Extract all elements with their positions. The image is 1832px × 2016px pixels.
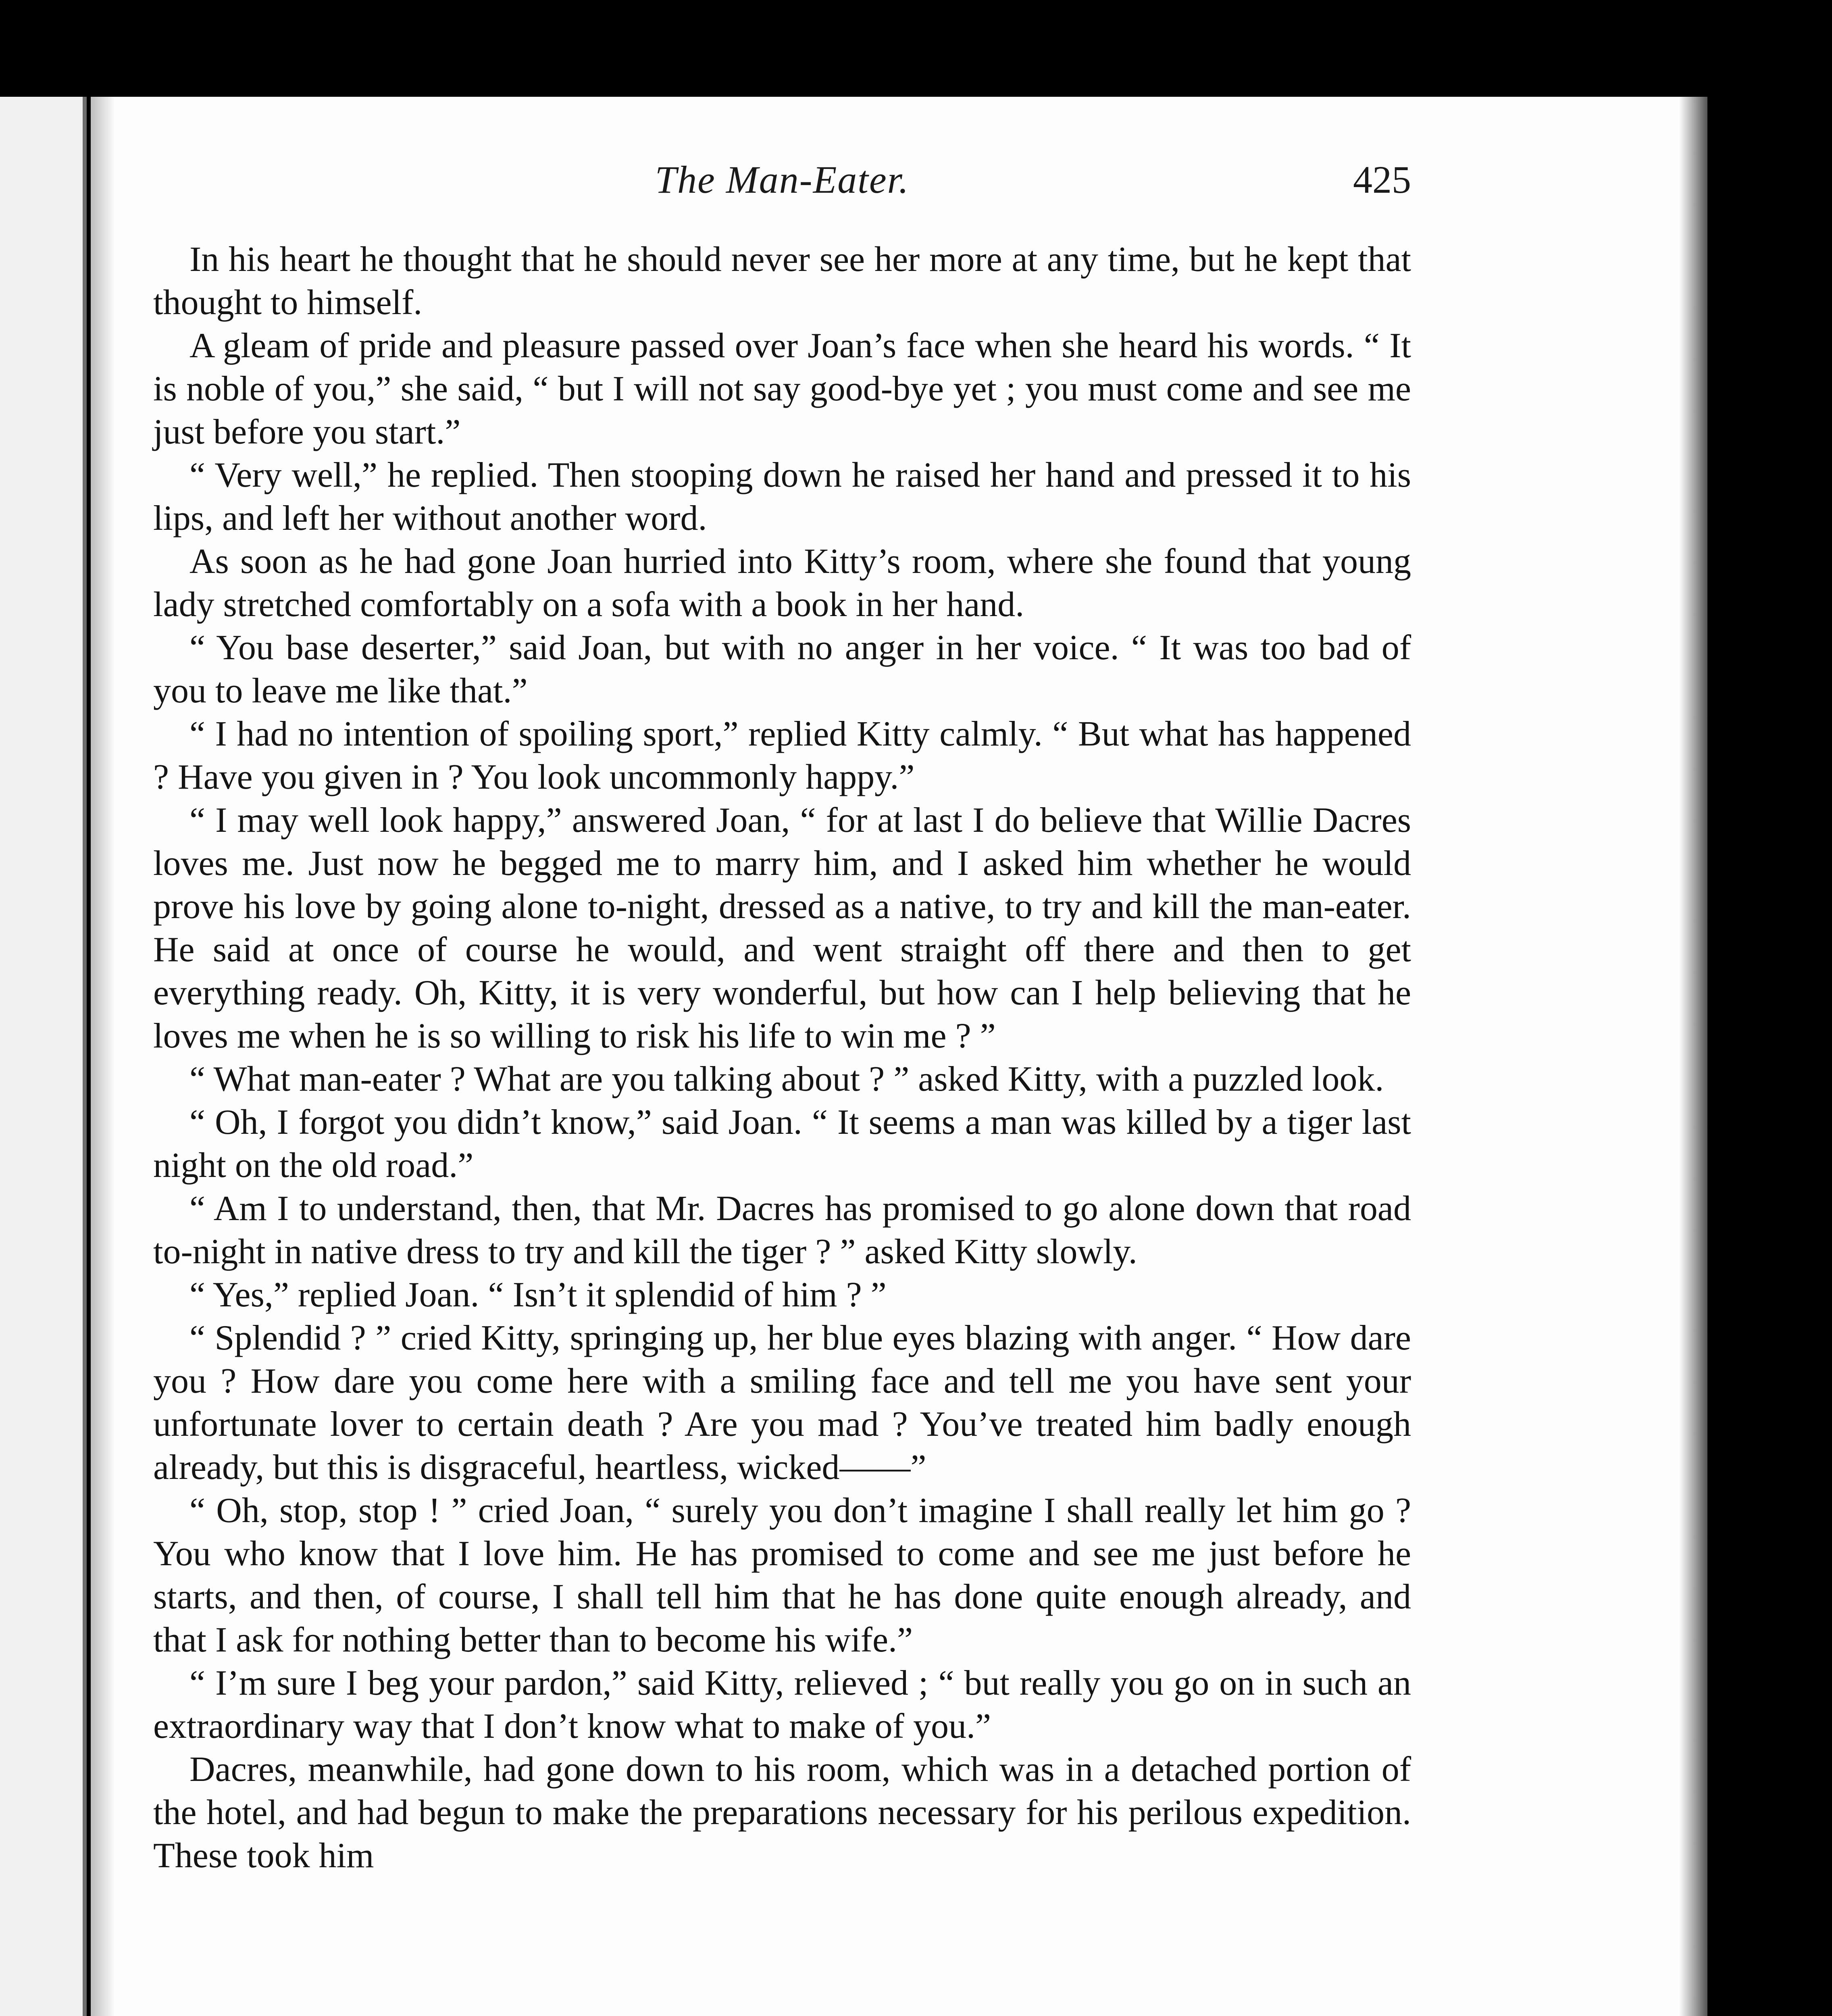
running-head	[153, 157, 1411, 214]
gutter-shadow	[91, 97, 115, 2016]
paragraph: “ You base deserter,” said Joan, but with no anger in her voice. “ It was too bad of you to leave me like that.”	[153, 628, 1411, 710]
paragraph: “ Very well,” he replied. Then stooping down he raised her hand and pressed it to his lips, and left her without another word.	[153, 456, 1411, 538]
paragraph: “ I may well look happy,” answered Joan, “ for at last I do believe that Willie Dacres loves me. Just now he begged me to marry him, and I asked him whether he would prove his love by going alone to-night, dressed as a native, to try and kill the man-eater. He said at once of course he would, and went straight off there and then to get everything ready. Oh, Kitty, it is very wonderful, but how can I help believing that he loves me when he is so willing to risk his life to win me ? ”	[153, 801, 1411, 1056]
running-title: The Man-Eater.	[655, 158, 910, 201]
paragraph: “ I’m sure I beg your pardon,” said Kitty, relieved ; “ but really you go on in such an extraordinary way that I don’t know what to make of you.”	[153, 1664, 1411, 1746]
paragraph: Dacres, meanwhile, had gone down to his room, which was in a detached portion of the hotel, and had begun to make the preparations necessary for his perilous expedition. These took him	[153, 1750, 1411, 1875]
paragraph: “ Am I to understand, then, that Mr. Dacres has promised to go alone down that road to-night in native dress to try and kill the tiger ? ” asked Kitty slowly.	[153, 1189, 1411, 1271]
paragraph: “ Oh, stop, stop ! ” cried Joan, “ surely you don’t imagine I shall really let him go ? You who know that I love him. He has promised to come and see me just before he starts, and then, of course, I shall tell him that he has done quite enough already, and that I ask for nothing better than to become his wife.”	[153, 1491, 1411, 1660]
page-number: 425	[1353, 158, 1411, 201]
paragraph: As soon as he had gone Joan hurried into Kitty’s room, where she found that young lady stretched comfortably on a sofa with a book in her hand.	[153, 542, 1411, 624]
body-text	[153, 238, 1411, 1877]
paragraph: “ Oh, I forgot you didn’t know,” said Joan. “ It seems a man was killed by a tiger last night on the old road.”	[153, 1103, 1411, 1185]
paragraph: A gleam of pride and pleasure passed over Joan’s face when she heard his words. “ It is noble of you,” she said, “ but I will not say good-bye yet ; you must come and see me just before you start.”	[153, 326, 1411, 452]
paragraph: “ Yes,” replied Joan. “ Isn’t it splendid of him ? ”	[189, 1275, 887, 1314]
paragraph: “ What man-eater ? What are you talking about ? ” asked Kitty, with a puzzled look.	[189, 1060, 1384, 1099]
page-edge-shadow	[1679, 97, 1707, 2016]
paragraph: In his heart he thought that he should never see her more at any time, but he kept that thought to himself.	[153, 240, 1411, 322]
facing-page-edge	[0, 97, 87, 2016]
paragraph: “ I had no intention of spoiling sport,” replied Kitty calmly. “ But what has happened ? Have you given in ? You look uncommonly happy.”	[153, 714, 1411, 797]
paragraph: “ Splendid ? ” cried Kitty, springing up, her blue eyes blazing with anger. “ How dare you ? How dare you come here with a smiling face and tell me you have sent your unfortunate lover to certain death ? Are you mad ? You’ve treated him badly enough already, but this is disgraceful, heartless, wicked——”	[153, 1318, 1411, 1487]
